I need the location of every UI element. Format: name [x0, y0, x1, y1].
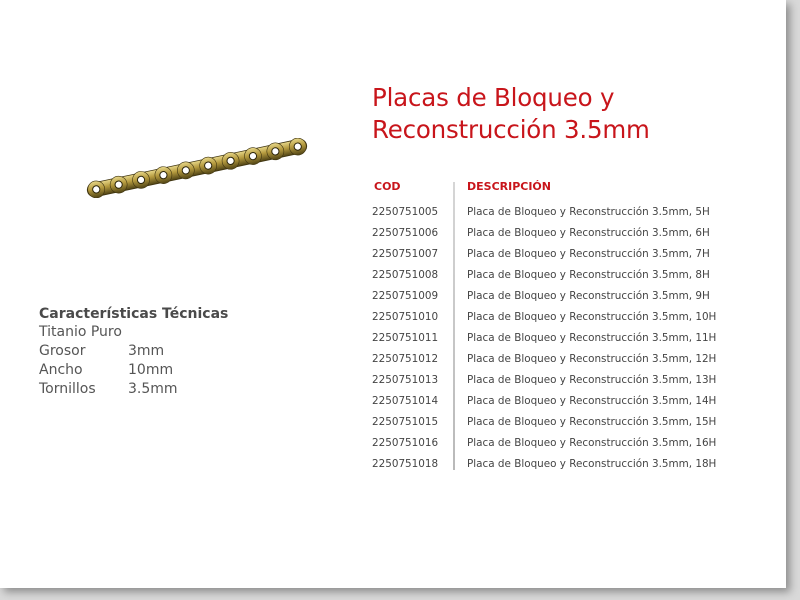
row-description: Placa de Bloqueo y Reconstrucción 3.5mm, 6H [467, 227, 710, 239]
row-code: 2250751005 [372, 206, 439, 218]
row-description: Placa de Bloqueo y Reconstrucción 3.5mm, 13H [467, 374, 717, 386]
title-line-2: Reconstrucción 3.5mm [372, 115, 650, 144]
title-line-1: Placas de Bloqueo y [372, 83, 615, 112]
spec-item [39, 361, 228, 380]
bone-plate-image [82, 138, 312, 198]
spec-material-value: Titanio Puro [39, 324, 122, 340]
page-title [372, 82, 772, 146]
row-description: Placa de Bloqueo y Reconstrucción 3.5mm, 5H [467, 206, 710, 218]
row-code: 2250751011 [372, 332, 439, 344]
row-description: Placa de Bloqueo y Reconstrucción 3.5mm, 18H [467, 458, 717, 470]
spec-label: Tornillos [39, 381, 96, 397]
row-code: 2250751013 [372, 374, 439, 386]
row-description: Placa de Bloqueo y Reconstrucción 3.5mm, 11H [467, 332, 717, 344]
row-code: 2250751009 [372, 290, 439, 302]
technical-specs [39, 305, 228, 399]
row-code: 2250751006 [372, 227, 439, 239]
row-description: Placa de Bloqueo y Reconstrucción 3.5mm, 9H [467, 290, 710, 302]
row-description: Placa de Bloqueo y Reconstrucción 3.5mm, 10H [467, 311, 717, 323]
row-code: 2250751014 [372, 395, 439, 407]
spec-value: 10mm [128, 362, 174, 378]
row-code: 2250751007 [372, 248, 439, 260]
row-code: 2250751015 [372, 416, 439, 428]
spec-value: 3mm [128, 343, 165, 359]
specs-heading: Características Técnicas [39, 306, 229, 322]
row-code: 2250751018 [372, 458, 439, 470]
spec-item [39, 342, 228, 361]
spec-value: 3.5mm [128, 381, 178, 397]
row-description: Placa de Bloqueo y Reconstrucción 3.5mm, 16H [467, 437, 717, 449]
row-description: Placa de Bloqueo y Reconstrucción 3.5mm, 15H [467, 416, 717, 428]
row-code: 2250751008 [372, 269, 439, 281]
row-description: Placa de Bloqueo y Reconstrucción 3.5mm, 14H [467, 395, 717, 407]
column-header-description: DESCRIPCIÓN [467, 180, 551, 193]
plate-illustration [82, 138, 312, 198]
column-divider [453, 182, 455, 470]
row-code: 2250751010 [372, 311, 439, 323]
row-description: Placa de Bloqueo y Reconstrucción 3.5mm, 12H [467, 353, 717, 365]
row-description: Placa de Bloqueo y Reconstrucción 3.5mm, 8H [467, 269, 710, 281]
column-header-code: COD [374, 180, 401, 193]
row-code: 2250751012 [372, 353, 439, 365]
spec-item [39, 380, 228, 399]
row-code: 2250751016 [372, 437, 439, 449]
spec-material [39, 323, 228, 342]
spec-label: Ancho [39, 362, 83, 378]
spec-label: Grosor [39, 343, 86, 359]
row-description: Placa de Bloqueo y Reconstrucción 3.5mm, 7H [467, 248, 710, 260]
